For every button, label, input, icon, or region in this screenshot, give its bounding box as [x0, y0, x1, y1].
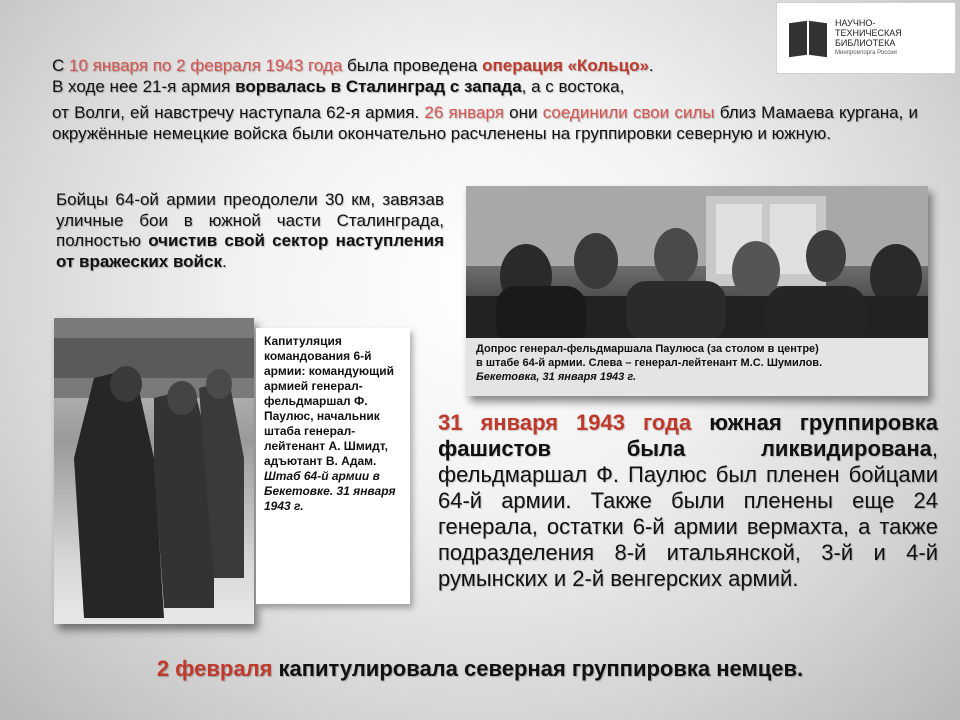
- intro-line-2: В ходе нее 21-я армия ворвалась в Сталинград с запада, а с востока,: [52, 76, 625, 96]
- intro-paragraph: [52, 56, 918, 144]
- interrogation-photo: [466, 186, 928, 396]
- final-statement: 2 февраля капитулировала северная группировка немцев.: [156, 656, 804, 681]
- intro-line-3: от Волги, ей навстречу наступала 62-я армия. 26 января они соединили свои силы близ Мамаева кургана, и окружённые немецкие войска были окончательно расчленены на группировки северную и южную.: [52, 103, 918, 143]
- surrender-paragraph: 31 января 1943 года южная группировка фашистов была ликвидирована, фельдмаршал Ф. Паулюс был пленен бойцами 64-й армии. Также были пленены еще 24 генерала, остатки 6-й армии вермахта, а также подразделения 8-й итальянской, 3-й и 4-й румынских и 2-й венгерских армий.: [438, 410, 938, 591]
- capitulation-photo-caption: Капитуляция командования 6-й армии: командующий армией генерал-фельдмаршал Ф. Паулюс, начальник штаба генерал-лейтенант А. Шмидт, адъютант В. Адам. Штаб 64-й армии в Бекетовке. 31 января 1943 г.: [256, 328, 410, 604]
- open-book-icon: [789, 18, 827, 58]
- interrogation-photo-caption: Допрос генерал-фельдмаршала Паулюса (за столом в центре) в штабе 64-й армии. Слева – генерал-лейтенант М.С. Шумилов. Бекетовка, 31 января 1943 г.: [466, 338, 928, 396]
- army64-paragraph: Бойцы 64-ой армии преодолели 30 км, завязав уличные бои в южной части Сталинграда, полностью очистив свой сектор наступления от вражеских войск.: [56, 190, 444, 271]
- capitulation-photo-illustration: [54, 318, 254, 624]
- logo-text: НАУЧНО- ТЕХНИЧЕСКАЯ БИБЛИОТЕКА Минпромторга России: [835, 18, 902, 56]
- capitulation-photo: [54, 318, 254, 624]
- intro-line-1: С 10 января по 2 февраля 1943 года была проведена операция «Кольцо».: [52, 56, 654, 75]
